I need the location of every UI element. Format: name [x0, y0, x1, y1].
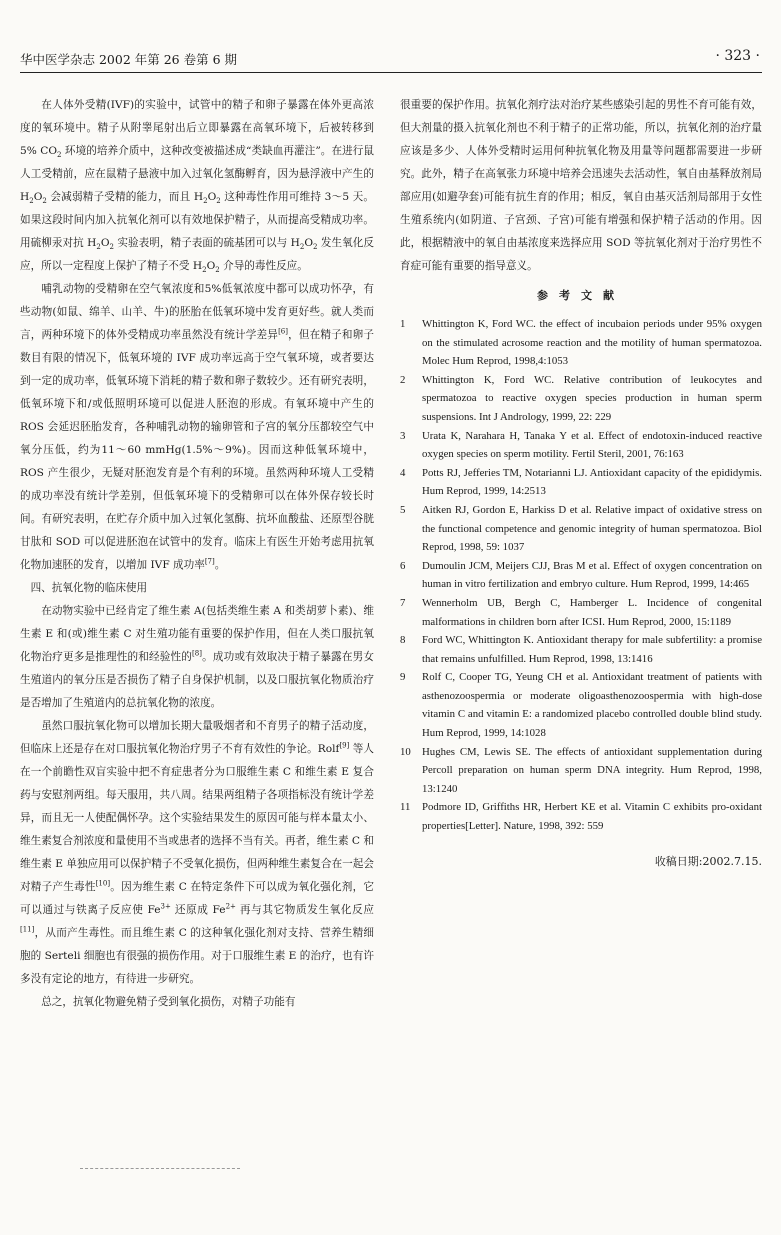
reference-item: 5 Aitken RJ, Gordon E, Harkiss D et al. Relative impact of oxidative stress on the functional competence and genomic integrity of human spermatozoa. Biol Reprod, 1998, 59: 1037 [400, 503, 762, 554]
reference-item: 7 Wennerholm UB, Bergh C, Hamberger L. Incidence of congenital malformations in children born after ICSI. Hum Reprod, 2000, 15:1189 [400, 596, 762, 628]
received-date: 收稿日期:2002.7.15. [654, 854, 762, 868]
reference-item: 8 Ford WC, Whittington K. Antioxidant therapy for male subfertility: a promise that remains unfulfilled. Hum Reprod, 1998, 13:1416 [400, 634, 762, 665]
reference-item: 2 Whittington K, Ford WC. Relative contribution of leukocytes and spermatozoa to reactive oxygen species production in human sperm suspensions. Int J Andrology, 1999, 22: 229 [400, 373, 762, 423]
reference-item: 3 Urata K, Narahara H, Tanaka Y et al. Effect of endotoxin-induced reactive oxygen species on sperm motility. Fertil Steril, 2001, 76:163 [400, 429, 762, 461]
reference-list [400, 315, 762, 836]
paragraph-vitamins: 在动物实验中已经肯定了维生素 A(包括类维生素 A 和类胡萝卜素)、维生素 E 和(或)维生素 C 对生殖功能有重要的保护作用，但在人类口服抗氧化物治疗更多是推理性的和经验性的[8]。成功或有效取决于精子暴露在男女生殖道内的氧分压是否损伤了精子自身保护机制，以及口服抗氧化物质治疗是否增加了生殖道内的总抗氧化物的浓度。 [20, 605, 375, 709]
running-header [20, 44, 762, 73]
paragraph-ivf-oxygen: 在人体外受精(IVF)的实验中，试管中的精子和卵子暴露在体外更高浓度的氧环境中。精子从附睾尾射出后立即暴露在高氧环境下，后被转移到 5% $CO_2$ 环境的培养介质中，这种改变被描述成“类缺血再灌注”。在进行鼠人工受精前，应在鼠精子悬液中加入过氧化氢酶孵育，因为悬浮液中产生的 $H_2O_2$ 会减弱精子受精的能力，而且 $H_2O_2$ 这种毒性作用可维持 3～5 天。如果这段时间内加入抗氧化剂可以有效地保护精子，从而提高受精成功率。用硫柳汞对抗 $H_2O_2$ 实验表明，精子表面的硫基团可以与 $H_2O_2$ 发生氧化反应，所以一定程度上保护了精子不受 $H_2O_2$ 介导的毒性反应。 [20, 99, 375, 275]
references-heading: 参考文献 [537, 289, 625, 302]
reference-item: 9 Rolf C, Cooper TG, Yeung CH et al. Antioxidant treatment of patients with asthenozoospermia or moderate oligoasthenozoospermia with high-dose vitamin C and vitamin E: a randomized placebo controlled double blind study. Hum Reprod, 1999, 14:1028 [400, 671, 762, 740]
reference-item: 4 Potts RJ, Jefferies TM, Notarianni LJ. Antioxidant capacity of the epididymis. Hum Reprod, 1999, 14:2513 [400, 466, 762, 498]
reference-item: 10 Hughes CM, Lewis SE. The effects of antioxidant supplementation during Percoll preparation on human sperm DNA integrity. Hum Reprod, 1998, 13:1240 [400, 745, 762, 795]
reference-item: 11 Podmore ID, Griffiths HR, Herbert KE et al. Vitamin C exhibits pro-oxidant properties[Letter]. Nature, 1998, 392: 559 [400, 801, 762, 833]
reference-item: 1 Whittington K, Ford WC. the effect of incubaion periods under 95% oxygen on the stimulated acrosome reaction and the motility of human spermatozoa. Molec Hum Reprod, 1998,4:1053 [400, 318, 762, 368]
reference-item: 6 Dumoulin JCM, Meijers CJJ, Bras M et al. Effect of oxygen concentration on human in vitro fertilization and embryo culture. Hum Reprod, 1999, 14:465 [400, 559, 762, 591]
section-heading: 四、抗氧化物的临床使用 [30, 582, 148, 594]
page-number: · 323 · [715, 48, 760, 64]
paragraph-conclusion-end: 很重要的保护作用。抗氧化剂疗法对治疗某些感染引起的男性不育可能有效，但大剂量的摄入抗氧化剂也不利于精子的正常功能，所以，抗氧化剂的治疗量应该是多少、人体外受精时运用何种抗氧化物及用量等问题都需要进一步研究。此外，精子在高氧张力环境中培养会迅速失去活动性，氧自由基释放剂局部应用(如避孕套)可能有抗生育的作用；相反，氧自由基灭活剂局部用于女性生殖系统内(如阴道、子宫颈、子宫)可能有增强和保护精子活动的作用。因此，根据精液中的氧自由基浓度来选择应用 SOD 等抗氧化剂对于治疗男性不育症可能有重要的指导意义。 [400, 99, 762, 272]
paragraph-embryo-oxygen: 哺乳动物的受精卵在空气氧浓度和5%低氧浓度中都可以成功怀孕，有些动物(如鼠、绵羊、山羊、牛)的胚胎在低氧环境中发育更好些。就人类而言，两种环境下的体外受精成功率虽然没有统计学差异[6]，但在精子和卵子数目有限的情况下，低氧环境的 IVF 成功率远高于空气氧环境，或者要达到一定的成功率，低氧环境下消耗的精子数和卵子数较少。还有研究表明，低氧环境下和/或低照明环境可以促进人胚泡的形成。有氧环境中产生的 ROS 会延迟胚胎发育，各种哺乳动物的输卵管和子宫的氧分压都较空气中氧分压低，约为11～60 mmHg(1.5%～9%)。因而这种低氧环境中，ROS 产生很少，无疑对胚泡发育是个有利的环境。虽然两种环境人工受精的成功率没有统计学差别，但低氧环境下的受精卵可以在体外保存较长时间。有研究表明，在贮存介质中加入过氧化氢酶、抗坏血酸盐、还原型谷胱甘肽和 SOD 可以促进胚泡在试管中的发育。临床上有医生开始考虑用抗氧化物加速胚的发育，以增加 IVF 成功率[7]。 [20, 283, 375, 571]
journal-title: 华中医学杂志 2002 年第 26 卷第 6 期 [20, 52, 238, 67]
paragraph-conclusion-start: 总之，抗氧化物避免精子受到氧化损伤，对精子功能有 [41, 996, 296, 1008]
paragraph-oral-antioxidants: 虽然口服抗氧化物可以增加长期大量吸烟者和不育男子的精子活动度，但临床上还是存在对口服抗氧化物治疗男子不育有效性的争论。Rolf[9] 等人在一个前瞻性双盲实验中把不育症患者分为口服维生素 C 和维生素 E 复合药与安慰剂两组。每天服用，共八周。结果两组精子各项指标没有统计学差异，而且无一人使配偶怀孕。这个实验结果发生的原因可能与样本量太小、维生素复合剂浓度和量使用不当或患者的选择不当有关。再者，维生素 C 和维生素 E 单独应用可以保护精子不受氧化损伤，但两种维生素复合在一起会对精子产生毒性[10]。因为维生素 C 在特定条件下可以成为氧化强化剂，它可以通过与铁离子反应使 $Fe^{3+}$ 还原成 $Fe^{2+}$ 再与其它物质发生氧化反应[11]，从而产生毒性。而且维生素 C 的这种氧化强化剂对支持、营养生精细胞的 Serteli 细胞也有很强的损伤作用。对于口服维生素 E 的治疗，也有许多没有定论的地方，有待进一步研究。 [20, 720, 375, 985]
footer-rule [80, 1168, 240, 1169]
left-column [20, 94, 374, 1014]
right-column [400, 94, 762, 873]
